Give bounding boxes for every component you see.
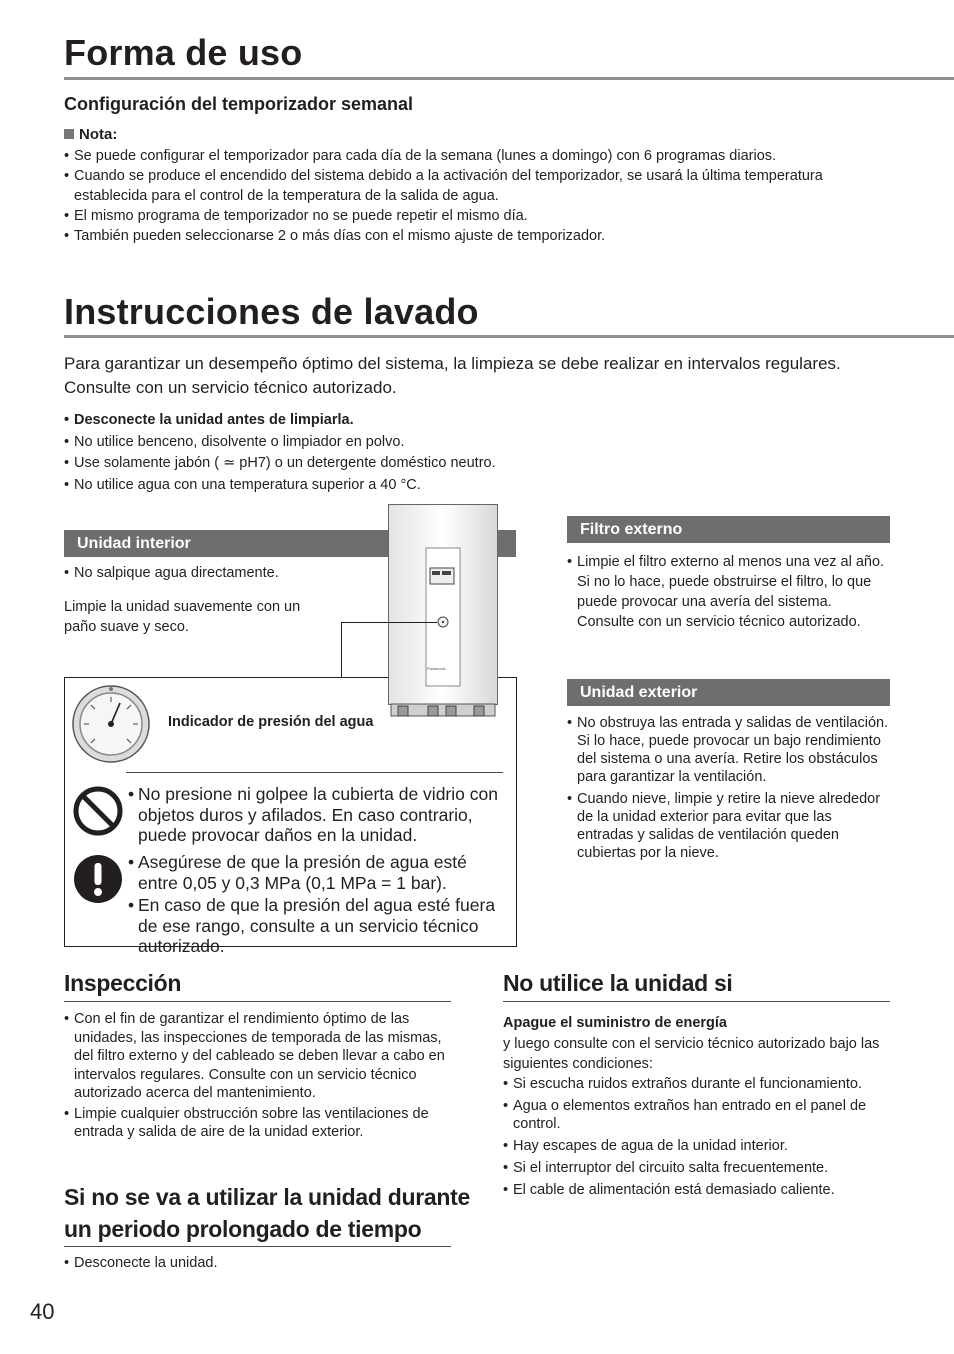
list-item: • El cable de alimentación está demasiado caliente. [503,1181,888,1199]
section-rule [64,1001,451,1002]
list-item: • Cuando se produce el encendido del sistema debido a la activación del temporizador, se usará la última temperatura establecida para el control de la temperatura de la salida de agua. [64,166,864,206]
inspeccion-list [64,1010,454,1142]
page-title-lavado: Instrucciones de lavado [64,291,479,332]
title-rule [64,77,954,80]
list-item: • Desconecte la unidad. [64,1253,454,1273]
section-subtitle: Configuración del temporizador semanal [64,94,414,114]
list-item: • Limpie cualquier obstrucción sobre las ventilaciones de entrada y salida de aire de la unidad exterior. [64,1105,454,1142]
list-item: • Use solamente jabón ( ≃ pH7) o un detergente doméstico neutro. [64,453,664,475]
list-item: • No salpique agua directamente. [64,563,364,583]
prohibited-icon [72,785,124,837]
section-title-inspeccion: Inspección [64,970,182,996]
list-item: • No utilice agua con una temperatura superior a 40 °C. [64,475,664,497]
list-item: • Si escucha ruidos extraños durante el funcionamiento. [503,1075,888,1093]
section-rule [64,1246,451,1247]
list-item: • No obstruya las entrada y salidas de ventilación. Si lo hace, puede provocar un bajo rendimiento del sistema o una avería. Retire los obstáculos para garantizar la ventilación. [567,714,892,786]
nota-label: Nota: [79,126,118,143]
intro-text: Para garantizar un desempeño óptimo del sistema, la limpieza se debe realizar en intervalos regulares. Consulte con un servicio técnico autorizado. [64,354,841,397]
title-line: un periodo prolongado de tiempo [64,1216,422,1242]
filtro-list [567,552,892,632]
list-item: • Agua o elementos extraños han entrado en el panel de control. [503,1097,888,1133]
list-item: • Asegúrese de que la presión de agua esté entre 0,05 y 0,3 MPa (0,1 MPa = 1 bar). [128,852,508,893]
gauge-label: Indicador de presión del agua [168,714,374,730]
list-item: • Se puede configurar el temporizador para cada día de la semana (lunes a domingo) con 6 programas diarios. [64,146,864,166]
list-item: • El mismo programa de temporizador no se puede repetir el mismo día. [64,206,864,226]
title-line: Si no se va a utilizar la unidad durante [64,1184,470,1210]
no-utilice-bold: Apague el suministro de energía [503,1015,727,1031]
list-item: • No utilice benceno, disolvente o limpiador en polvo. [64,432,664,454]
no-utilice-list [503,1075,888,1199]
lavado-list [64,410,664,496]
section-rule [503,1001,890,1002]
warning-list-2 [128,852,508,957]
leader-line [341,622,437,623]
list-item: • Cuando nieve, limpie y retire la nieve alrededor de la unidad exterior para evitar que las entradas y salidas de ventilación queden cubiertas por la nieve. [567,790,892,862]
interior-text: Limpie la unidad suavemente con un paño suave y seco. [64,599,301,635]
section-title-prolongado [64,1181,470,1245]
page-title-forma: Forma de uso [64,32,303,73]
list-item: • Con el fin de garantizar el rendimiento óptimo de las unidades, las inspecciones de temporada de las mismas, del filtro externo y del cableado se deben llevar a cabo en intervalos regulares. Consulte con un servicio técnico autorizado acerca del mantenimiento. [64,1010,454,1103]
divider [126,772,503,773]
page-number: 40 [30,1299,55,1324]
indoor-unit-illustration [388,504,498,718]
nota-list [64,146,864,246]
list-item: • Limpie el filtro externo al menos una vez al año. Si no lo hace, puede obstruirse el filtro, lo que puede provocar una avería del sistema. Consulte con un servicio técnico autorizado. [567,552,892,632]
title-rule [64,335,954,338]
interior-list [64,563,364,583]
list-item: • Desconecte la unidad antes de limpiarla. [64,410,664,432]
list-item: • También pueden seleccionarse 2 o más días con el mismo ajuste de temporizador. [64,226,864,246]
section-header-exterior: Unidad exterior [567,679,890,706]
nota-heading [64,126,117,143]
list-item: • Si el interruptor del circuito salta frecuentemente. [503,1159,888,1177]
list-item: • Hay escapes de agua de la unidad interior. [503,1137,888,1155]
list-item: • No presione ni golpee la cubierta de vidrio con objetos duros y afilados. En caso contrario, puede provocar daños en la unidad. [128,784,508,846]
list-item: • En caso de que la presión del agua esté fuera de ese rango, consulte a un servicio técnico autorizado. [128,895,508,957]
exterior-list [567,714,892,862]
section-header-interior: Unidad interior [64,530,516,557]
brand-logo: Panasonic [427,666,446,671]
warning-list-1 [128,784,508,846]
section-header-filtro: Filtro externo [567,516,890,543]
section-title-no-utilice: No utilice la unidad si [503,970,733,996]
pressure-gauge-icon [72,685,150,763]
no-utilice-text: y luego consulte con el servicio técnico autorizado bajo las siguientes condiciones: [503,1036,880,1072]
square-icon [64,129,74,139]
exclamation-icon [72,853,124,905]
prolongado-list [64,1253,454,1273]
leader-line [341,622,342,678]
